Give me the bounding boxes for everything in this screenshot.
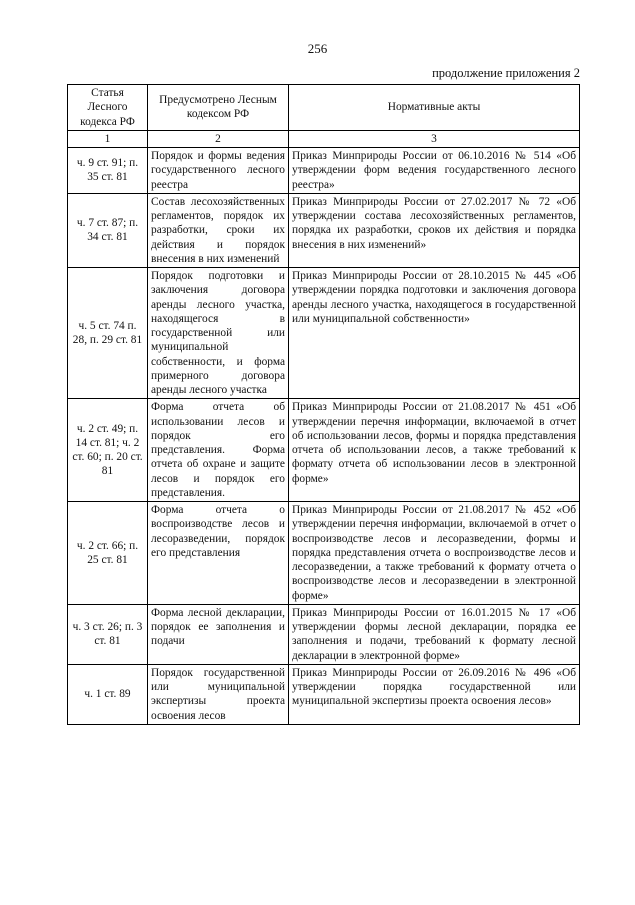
article-cell: ч. 2 ст. 49; п. 14 ст. 81; ч. 2 ст. 60; п. 20 ст. 81 (68, 399, 148, 502)
article-cell: ч. 3 ст. 26; п. 3 ст. 81 (68, 604, 148, 664)
act-cell: Приказ Минприроды России от 27.02.2017 № 72 «Об утверждении состава лесохозяйственных регламентов, порядка их разработки, сроков их действия и порядка внесения в них изменений» (289, 193, 580, 267)
page-number: 256 (307, 41, 328, 56)
article-cell: ч. 7 ст. 87; п. 34 ст. 81 (68, 193, 148, 267)
article-cell: ч. 9 ст. 91; п. 35 ст. 81 (68, 148, 148, 194)
column-number: 3 (289, 130, 580, 147)
article-cell: ч. 1 ст. 89 (68, 664, 148, 724)
table-row (68, 193, 580, 267)
table-row (68, 502, 580, 605)
act-cell: Приказ Минприроды России от 21.08.2017 № 452 «Об утверждении перечня информации, включаемой в отчет о воспроизводстве лесов и лесоразведении, формы и порядка представления отчета о воспроизводстве лесов и лесоразведении, а также требований к формату отчета о воспроизводстве лесов и лесоразведении в электронной форме» (289, 502, 580, 605)
column-number: 1 (68, 130, 148, 147)
header-article: Статья Лесного кодекса РФ (68, 85, 148, 131)
table-row (68, 268, 580, 399)
act-cell: Приказ Минприроды России от 06.10.2016 № 514 «Об утверждении форм ведения государственного лесного реестра» (289, 148, 580, 194)
provided-cell: Состав лесохозяйственных регламентов, порядок их разработки, сроки их действия и порядок внесения в них изменений (148, 193, 289, 267)
header-acts: Нормативные акты (289, 85, 580, 131)
act-cell: Приказ Минприроды России от 26.09.2016 № 496 «Об утверждении порядка государственной или муниципальной экспертизы проекта освоения лесов» (289, 664, 580, 724)
header-row (68, 85, 580, 131)
column-number-row (68, 130, 580, 147)
act-cell: Приказ Минприроды России от 21.08.2017 № 451 «Об утверждении перечня информации, включаемой в отчет об использовании лесов, формы и порядка представления отчета об использовании лесов, а также требований к формату отчета об использовании лесов в электронной форме» (289, 399, 580, 502)
provided-cell: Форма отчета об использовании лесов и порядок его представления. Форма отчета об охране и защите лесов и порядок его представления. (148, 399, 289, 502)
table-row (68, 399, 580, 502)
provided-cell: Форма отчета о воспроизводстве лесов и лесоразведении, порядок его представления (148, 502, 289, 605)
table-row (68, 604, 580, 664)
provided-cell: Порядок и формы ведения государственного лесного реестра (148, 148, 289, 194)
column-number: 2 (148, 130, 289, 147)
table-row (68, 148, 580, 194)
act-cell: Приказ Минприроды России от 16.01.2015 № 17 «Об утверждении формы лесной декларации, порядка ее заполнения и подачи, требований к формату лесной декларации в электронной форме» (289, 604, 580, 664)
act-cell: Приказ Минприроды России от 28.10.2015 № 445 «Об утверждении порядка подготовки и заключения договора аренды лесного участка, находящегося в государственной или муниципальной собственности» (289, 268, 580, 399)
continuation-note: продолжение приложения 2 (432, 66, 580, 80)
provided-cell: Порядок подготовки и заключения договора аренды лесного участка, находящегося в государственной или муниципальной собственности, и форма примерного договора аренды лесного участка (148, 268, 289, 399)
provided-cell: Порядок государственной или муниципальной экспертизы проекта освоения лесов (148, 664, 289, 724)
article-cell: ч. 2 ст. 66; п. 25 ст. 81 (68, 502, 148, 605)
table-row (68, 664, 580, 724)
article-cell: ч. 5 ст. 74 п. 28, п. 29 ст. 81 (68, 268, 148, 399)
normative-acts-table (67, 84, 580, 725)
provided-cell: Форма лесной декларации, порядок ее заполнения и подачи (148, 604, 289, 664)
header-provided: Предусмотрено Лесным кодексом РФ (148, 85, 289, 131)
